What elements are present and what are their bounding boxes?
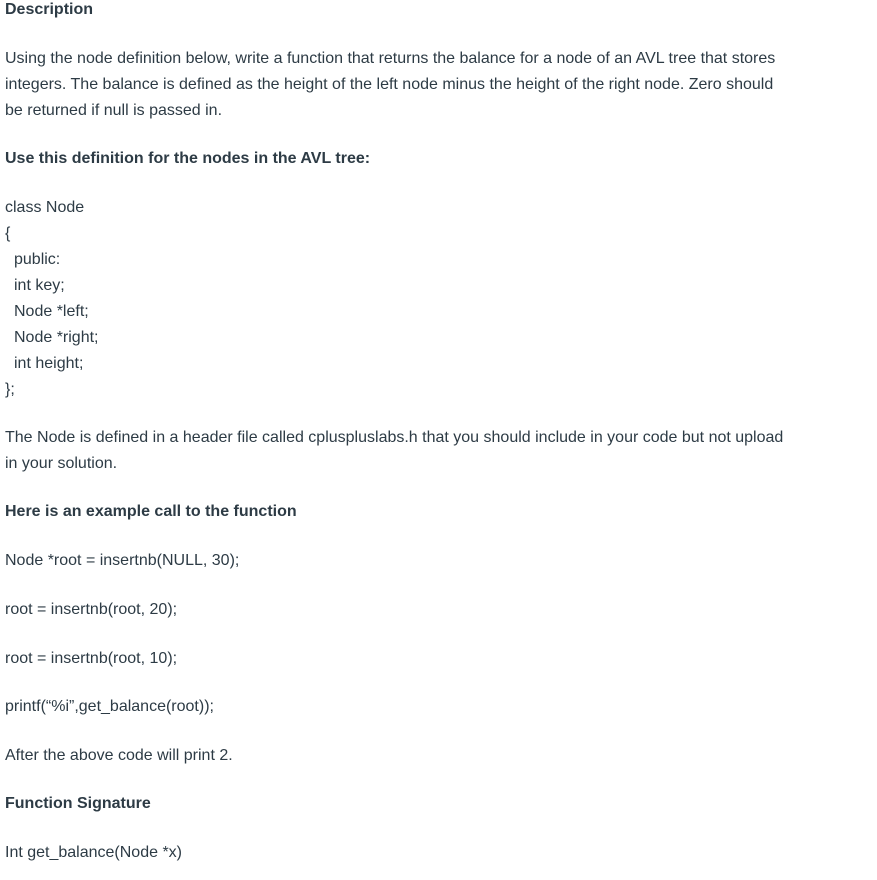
signature-heading: Function Signature <box>5 795 151 812</box>
code-left-line: Node *left; <box>14 303 89 320</box>
header-note-line-2: in your solution. <box>5 455 118 472</box>
code-public-line: public: <box>14 251 61 268</box>
header-note-line-1: The Node is defined in a header file called cpluspluslabs.h that you should include in your code but not upload <box>5 429 784 446</box>
code-open-brace: { <box>5 225 11 242</box>
example-code-line-2: root = insertnb(root, 20); <box>5 601 178 618</box>
example-heading: Here is an example call to the function <box>5 503 297 520</box>
result-text: After the above code will print 2. <box>5 747 233 764</box>
example-code-line-1: Node *root = insertnb(NULL, 30); <box>5 552 240 569</box>
example-code-line-3: root = insertnb(root, 10); <box>5 650 178 667</box>
function-signature: Int get_balance(Node *x) <box>5 844 182 861</box>
code-class-line: class Node <box>5 199 85 216</box>
code-key-line: int key; <box>14 277 65 294</box>
code-height-line: int height; <box>14 355 84 372</box>
code-close-brace: }; <box>5 381 15 398</box>
code-right-line: Node *right; <box>14 329 99 346</box>
example-code-line-4: printf(“%i”,get_balance(root)); <box>5 698 214 715</box>
intro-line-1: Using the node definition below, write a function that returns the balance for a node of an AVL tree that stores <box>5 50 776 67</box>
description-heading: Description <box>5 1 94 18</box>
intro-line-2: integers. The balance is defined as the height of the left node minus the height of the right node. Zero should <box>5 76 774 93</box>
definition-heading: Use this definition for the nodes in the AVL tree: <box>5 150 371 167</box>
intro-line-3: be returned if null is passed in. <box>5 102 223 119</box>
